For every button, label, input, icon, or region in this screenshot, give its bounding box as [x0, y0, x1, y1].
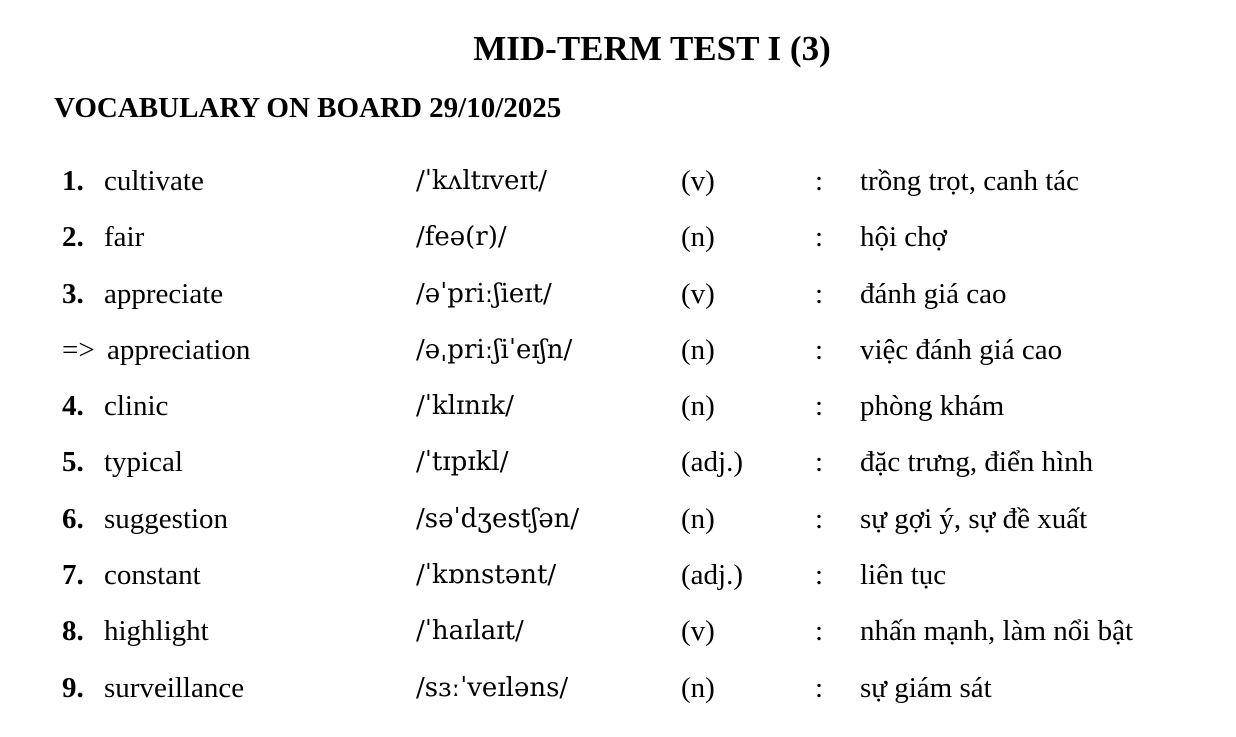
entry-separator: : — [815, 671, 824, 704]
entry-pronunciation: /ˈklɪnɪk/ — [416, 391, 514, 422]
entry-separator: : — [815, 165, 824, 197]
entry-word: highlight — [104, 615, 209, 648]
entry-pronunciation: /sɜːˈveɪləns/ — [416, 672, 569, 703]
entry-separator: : — [815, 559, 824, 592]
entry-part-of-speech: (n) — [681, 221, 715, 254]
entry-pronunciation: /feə(r)/ — [416, 222, 507, 253]
entry-part-of-speech: (n) — [681, 390, 715, 423]
entry-separator: : — [815, 277, 824, 310]
entry-number: 7. — [62, 559, 84, 592]
vocab-entry — [0, 385, 1236, 441]
entry-meaning: đặc trưng, điển hình — [860, 446, 1094, 479]
entry-number: 5. — [62, 446, 84, 479]
entry-part-of-speech: (v) — [681, 615, 715, 648]
entry-separator: : — [815, 615, 824, 648]
entry-part-of-speech: (n) — [681, 333, 715, 366]
entry-word: cultivate — [104, 165, 204, 197]
vocab-entry — [0, 554, 1236, 610]
entry-number: 4. — [62, 390, 84, 423]
entry-word: suggestion — [104, 502, 229, 535]
entry-pronunciation: /ˈhaɪlaɪt/ — [416, 616, 524, 647]
entry-meaning: nhấn mạnh, làm nổi bật — [860, 615, 1134, 648]
entry-part-of-speech: (v) — [681, 165, 715, 197]
entry-meaning: phòng khám — [860, 390, 1005, 423]
entry-word: constant — [104, 559, 201, 592]
entry-separator: : — [815, 390, 824, 423]
entry-pronunciation: /ˈkɒnstənt/ — [416, 560, 557, 591]
entry-meaning: liên tục — [860, 559, 947, 592]
vocab-entry — [0, 610, 1236, 666]
entry-separator: : — [815, 221, 824, 254]
entry-word: fair — [104, 221, 145, 254]
entry-pronunciation: /ˈtɪpɪkl/ — [416, 447, 509, 478]
entry-meaning: việc đánh giá cao — [860, 333, 1063, 366]
vocab-entry — [0, 441, 1236, 497]
vocabulary-list — [0, 160, 1236, 723]
vocab-entry — [0, 160, 1236, 216]
entry-separator: : — [815, 446, 824, 479]
entry-part-of-speech: (adj.) — [681, 559, 743, 592]
vocab-entry — [0, 667, 1236, 723]
entry-number: 3. — [62, 277, 84, 310]
vocab-entry — [0, 216, 1236, 272]
entry-part-of-speech: (n) — [681, 502, 715, 535]
entry-number: 8. — [62, 615, 84, 648]
entry-pronunciation: /əˌpriːʃiˈeɪʃn/ — [416, 334, 573, 365]
entry-word: appreciation — [107, 333, 251, 366]
entry-pronunciation: /əˈpriːʃieɪt/ — [416, 278, 552, 309]
entry-word: surveillance — [104, 671, 245, 704]
vocab-entry-derived — [0, 329, 1236, 385]
entry-derived-arrow: => — [62, 333, 95, 366]
entry-number: 1. — [62, 165, 84, 197]
entry-word: typical — [104, 446, 183, 479]
entry-number: 2. — [62, 221, 84, 254]
entry-word: clinic — [104, 390, 169, 423]
entry-meaning: trồng trọt, canh tác — [860, 165, 1080, 197]
entry-separator: : — [815, 333, 824, 366]
entry-number: 6. — [62, 502, 84, 535]
entry-word: appreciate — [104, 277, 224, 310]
page-title: MID-TERM TEST I (3) — [473, 29, 831, 68]
entry-pronunciation: /ˈkʌltɪveɪt/ — [416, 166, 548, 196]
entry-meaning: sự gợi ý, sự đề xuất — [860, 502, 1088, 535]
entry-part-of-speech: (n) — [681, 671, 715, 704]
vocab-entry — [0, 273, 1236, 329]
entry-meaning: hội chợ — [860, 221, 948, 254]
entry-part-of-speech: (v) — [681, 277, 715, 310]
entry-pronunciation: /səˈdʒestʃən/ — [416, 503, 580, 534]
entry-meaning: đánh giá cao — [860, 277, 1007, 310]
entry-part-of-speech: (adj.) — [681, 446, 743, 479]
entry-separator: : — [815, 502, 824, 535]
vocab-entry — [0, 498, 1236, 554]
entry-number: 9. — [62, 671, 84, 704]
entry-meaning: sự giám sát — [860, 671, 992, 704]
section-subtitle: VOCABULARY ON BOARD 29/10/2025 — [54, 92, 562, 124]
